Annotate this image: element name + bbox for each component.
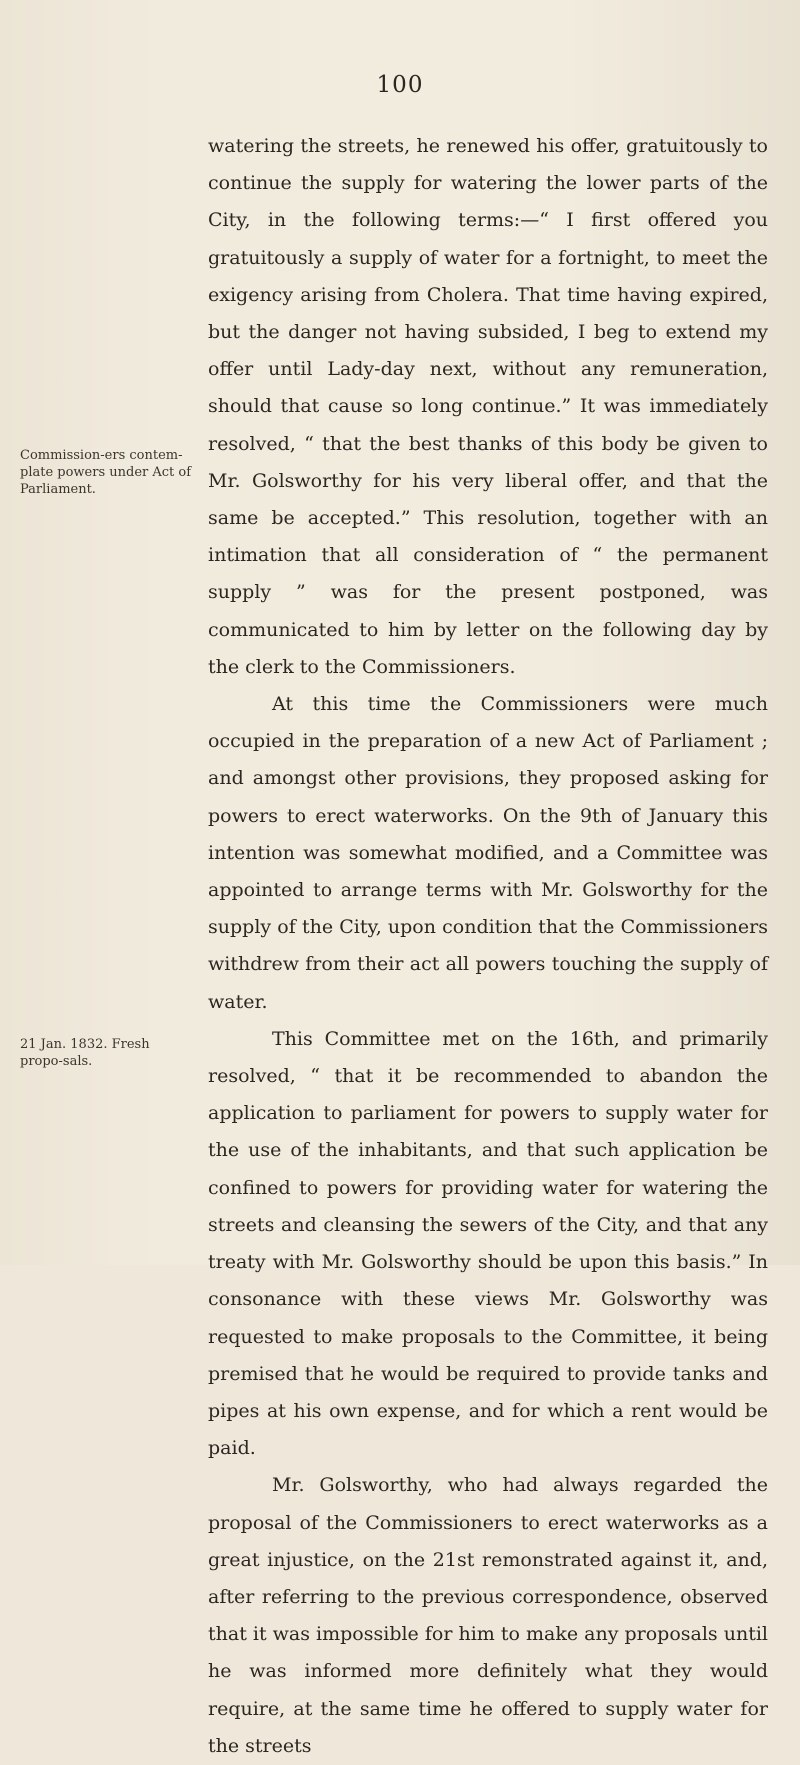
page-number: 100 [376, 72, 424, 98]
margin-note-fresh-proposals: 21 Jan. 1832. Fresh propo-sals. [20, 1037, 150, 1069]
body-text [208, 128, 768, 1765]
paragraph-1: watering the streets, he renewed his offer, gratuitously to continue the supply for watering the lower parts of the City, in the following terms:—“ I first offered you gratuitously a supply of water for a fortnight, to meet the exigency arising from Cholera. That time having expired, but the danger not having subsided, I beg to extend my offer until Lady-day next, without any remuneration, should that cause so long continue.” It was immediately resolved, “ that the best thanks of this body be given to Mr. Golsworthy for his very liberal offer, and that the same be accepted.” This resolution, together with an intimation that all consideration of “ the permanent supply ” was for the present postponed, was communicated to him by letter on the following day by the clerk to the Commissioners. [208, 135, 768, 678]
paragraph-3: This Committee met on the 16th, and primarily resolved, “ that it be recommended to abandon the application to parliament for powers to supply water for the use of the inhabitants, and that such application be confined to powers for providing water for watering the streets and cleansing the sewers of the City, and that any treaty with Mr. Golsworthy should be upon this basis.” In consonance with these views Mr. Golsworthy was requested to make proposals to the Committee, it being premised that he would be required to provide tanks and pipes at his own expense, and for which a rent would be paid. [208, 1027, 768, 1460]
paragraph-4: Mr. Golsworthy, who had always regarded the proposal of the Commissioners to erect waterworks as a great injustice, on the 21st remonstrated against it, and, after referring to the previous correspondence, observed that it was impossible for him to make any proposals until he was informed more definitely what they would require, at the same time he offered to supply water for the streets [208, 1474, 768, 1757]
margin-note-commissioners: Commission-ers contem-plate powers under Act of Parliament. [20, 448, 192, 497]
paragraph-2: At this time the Commissioners were much occupied in the preparation of a new Act of Parliament ; and amongst other provisions, they proposed asking for powers to erect waterworks. On the 9th of January this intention was somewhat modified, and a Committee was appointed to arrange terms with Mr. Golsworthy for the supply of the City, upon condition that the Commissioners withdrew from their act all powers touching the supply of water. [208, 693, 768, 1013]
